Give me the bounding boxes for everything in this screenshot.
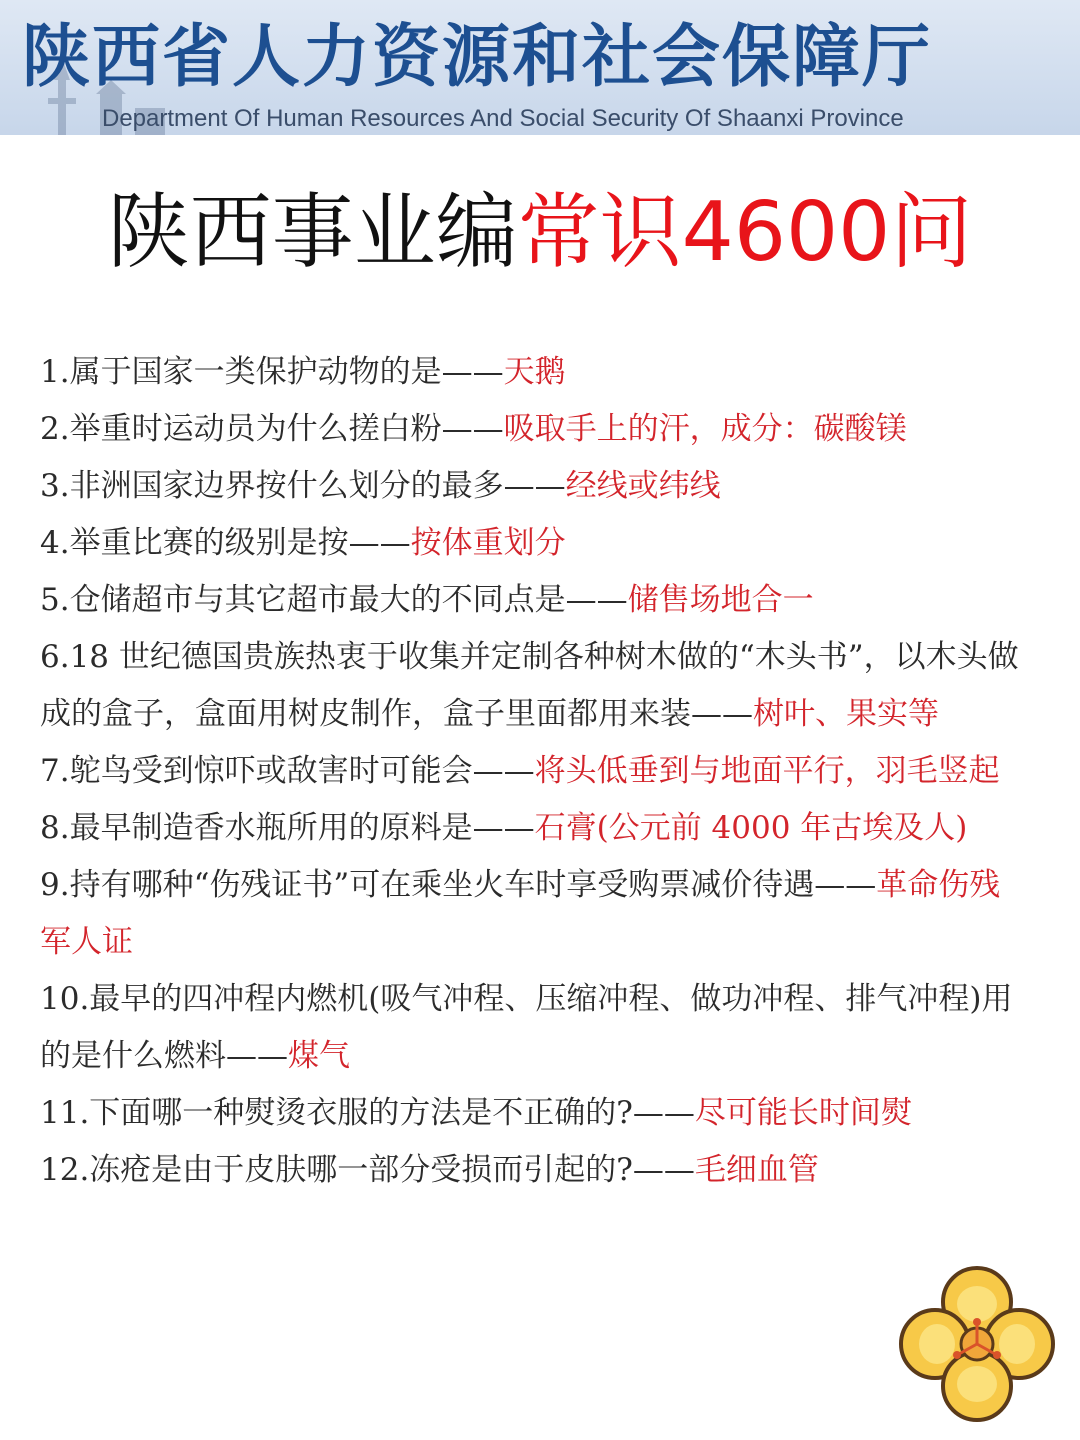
- question-text: 2.举重时运动员为什么搓白粉——: [40, 411, 504, 447]
- answer-text: 石膏(公元前 4000 年古埃及人): [534, 810, 968, 846]
- question-text: 1.属于国家一类保护动物的是——: [40, 354, 504, 390]
- qa-item-5: [40, 572, 1030, 629]
- answer-text: 经线或纬线: [565, 468, 721, 504]
- qa-item-4: [40, 515, 1030, 572]
- qa-item-11: [40, 1085, 1030, 1142]
- qa-item-3: [40, 458, 1030, 515]
- answer-text: 毛细血管: [694, 1152, 819, 1188]
- page-title-red: 常识4600问: [517, 185, 973, 280]
- question-text: 6.18 世纪德国贵族热衷于收集并定制各种树木做的“木头书”，以木头做成的盒子，盒面用树皮制作，盒子里面都用来装——: [40, 639, 1019, 732]
- question-text: 12.冻疮是由于皮肤哪一部分受损而引起的?——: [40, 1152, 695, 1188]
- question-text: 3.非洲国家边界按什么划分的最多——: [40, 468, 566, 504]
- page-title-black: 陕西事业编: [107, 185, 518, 280]
- question-text: 9.持有哪种“伤残证书”可在乘坐火车时享受购票减价待遇——: [40, 867, 877, 903]
- qa-item-8: [40, 800, 1030, 857]
- header-banner: [0, 0, 1080, 135]
- qa-item-2: [40, 401, 1030, 458]
- question-text: 11.下面哪一种熨烫衣服的方法是不正确的?——: [40, 1095, 695, 1131]
- qa-item-12: [40, 1142, 1030, 1199]
- answer-text: 革命伤残军人证: [40, 867, 1001, 960]
- question-text: 7.鸵鸟受到惊吓或敌害时可能会——: [40, 753, 535, 789]
- answer-text: 按体重划分: [410, 525, 566, 561]
- qa-item-7: [40, 743, 1030, 800]
- answer-text: 尽可能长时间熨: [694, 1095, 912, 1131]
- question-text: 4.举重比赛的级别是按——: [40, 525, 411, 561]
- department-title-en: Department Of Human Resources And Social Security Of Shaanxi Province: [102, 105, 904, 132]
- question-text: 8.最早制造香水瓶所用的原料是——: [40, 810, 535, 846]
- answer-text: 煤气: [288, 1038, 350, 1074]
- qa-list: [40, 344, 1030, 1199]
- question-text: 10.最早的四冲程内燃机(吸气冲程、压缩冲程、做功冲程、排气冲程)用的是什么燃料——: [40, 981, 1013, 1074]
- answer-text: 储售场地合一: [627, 582, 814, 618]
- yellow-flower-icon: [895, 1262, 1060, 1422]
- qa-item-1: [40, 344, 1030, 401]
- answer-text: 天鹅: [503, 354, 566, 390]
- question-text: 5.仓储超市与其它超市最大的不同点是——: [40, 582, 628, 618]
- answer-text: 将头低垂到与地面平行，羽毛竖起: [534, 753, 1000, 789]
- answer-text: 树叶、果实等: [753, 696, 939, 732]
- department-title-cn: 陕西省人力资源和社会保障厅: [22, 18, 933, 97]
- qa-item-9: [40, 857, 1030, 971]
- page-title: [0, 178, 1080, 288]
- answer-text: 吸取手上的汗，成分：碳酸镁: [503, 411, 907, 447]
- qa-item-10: [40, 971, 1030, 1085]
- qa-item-6: [40, 629, 1030, 743]
